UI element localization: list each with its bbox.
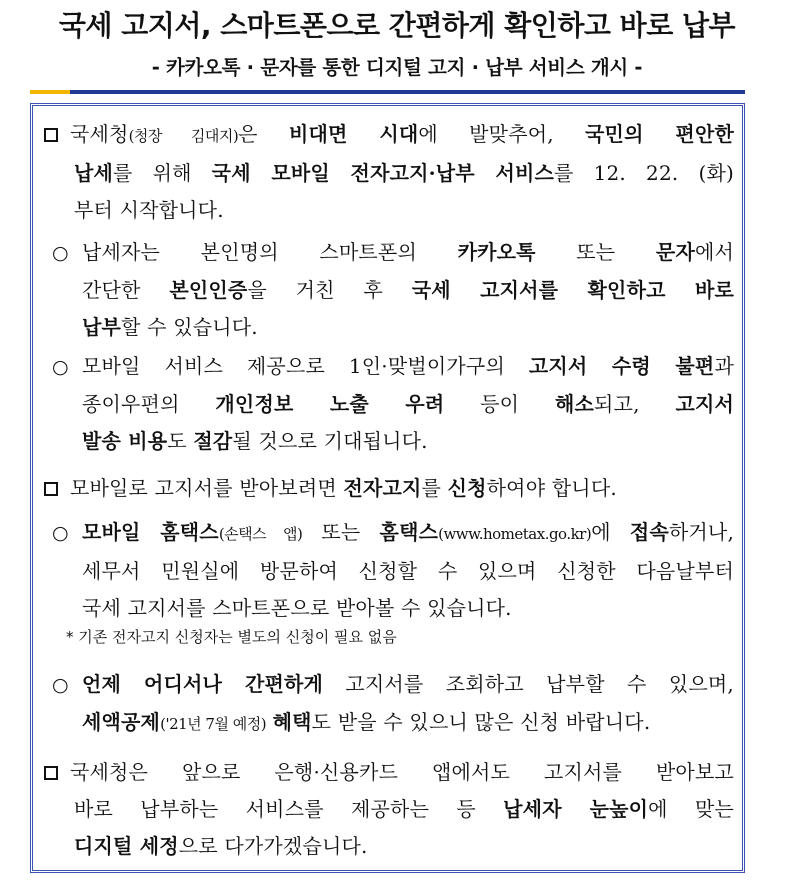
paragraph-3 [44, 754, 734, 865]
paragraph-1b-line-2: 종이우편의 개인정보 노출 우려 등이 해소되고, 고지서 [82, 392, 734, 416]
paragraph-1a-line-3: 납부할 수 있습니다. [82, 315, 258, 339]
paragraph-2a [52, 514, 734, 627]
paragraph-2a-line-2: 세무서 민원실에 방문하여 신청할 수 있으며 신청한 다음날부터 [82, 559, 734, 583]
paragraph-1b-line-3: 발송 비용도 절감될 것으로 기대됩니다. [82, 429, 428, 453]
paragraph-2b-line-2: 세액공제('21년 7월 예정) 혜택도 받을 수 있으니 많은 신청 바랍니다. [82, 710, 651, 734]
circle-bullet-icon: ○ [52, 356, 69, 378]
paragraph-3-line-3: 디지털 세정으로 다가가겠습니다. [74, 834, 368, 858]
footnote: * 기존 전자고지 신청자는 별도의 신청이 필요 없음 [66, 628, 397, 646]
paragraph-1 [44, 116, 734, 229]
paragraph-1b [52, 348, 734, 460]
paragraph-1-line-2: 납세를 위해 국세 모바일 전자고지·납부 서비스를 12. 22. (화) [74, 161, 734, 185]
paragraph-2b-line-1: ○ 언제 어디서나 간편하게 고지서를 조회하고 납부할 수 있으며, [52, 666, 734, 704]
accent-rule-navy [70, 90, 745, 94]
paragraph-2b [52, 666, 734, 743]
paragraph-1b-line-1: ○ 모바일 서비스 제공으로 1인·맞벌이가구의 고지서 수령 불편과 [52, 348, 734, 386]
circle-bullet-icon: ○ [52, 242, 69, 264]
paragraph-2 [44, 470, 734, 507]
square-bullet-icon [44, 128, 58, 142]
circle-bullet-icon: ○ [52, 674, 69, 696]
subheadline: - 카카오톡 · 문자를 통한 디지털 고지 · 납부 서비스 개시 - [151, 56, 643, 79]
paragraph-2-line-1: 모바일로 고지서를 받아보려면 전자고지를 신청하여야 합니다. [44, 470, 734, 507]
paragraph-1-line-3: 부터 시작합니다. [74, 198, 224, 222]
headline: 국세 고지서, 스마트폰으로 간편하게 확인하고 바로 납부 [58, 9, 736, 42]
paragraph-3-line-1: 국세청은 앞으로 은행·신용카드 앱에서도 고지서를 받아보고 [44, 754, 734, 791]
paragraph-3-line-2: 바로 납부하는 서비스를 제공하는 등 납세자 눈높이에 맞는 [74, 797, 734, 821]
paragraph-1a [52, 234, 734, 346]
paragraph-1a-line-2: 간단한 본인인증을 거친 후 국세 고지서를 확인하고 바로 [82, 278, 734, 302]
square-bullet-icon [44, 766, 58, 780]
paragraph-1a-line-1: ○ 납세자는 본인명의 스마트폰의 카카오톡 또는 문자에서 [52, 234, 734, 272]
square-bullet-icon [44, 482, 58, 496]
paragraph-2a-line-3: 국세 고지서를 스마트폰으로 받아볼 수 있습니다. [82, 596, 512, 620]
paragraph-1-line-1: 국세청(청장 김대지)은 비대면 시대에 발맞추어, 국민의 편안한 [44, 116, 734, 155]
paragraph-2a-line-1: ○ 모바일 홈택스(손택스 앱) 또는 홈택스(www.hometax.go.kr)에 접속하거나, [52, 514, 734, 553]
circle-bullet-icon: ○ [52, 522, 69, 544]
accent-rule-gold [30, 90, 70, 94]
cropped-next-line [0, 880, 794, 886]
